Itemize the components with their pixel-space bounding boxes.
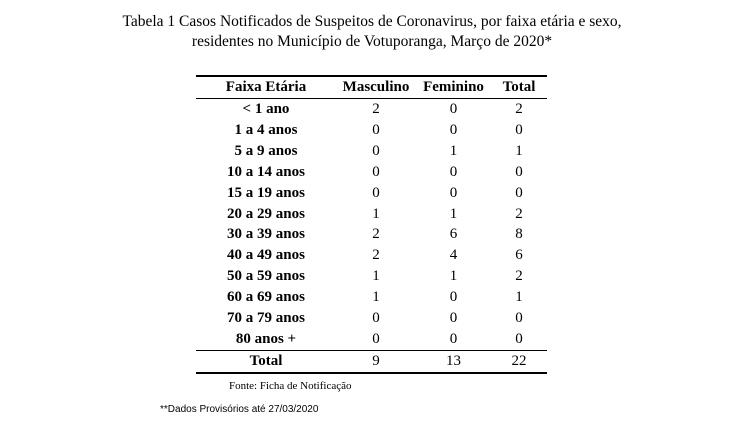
table-title [0,12,744,52]
cases-table [196,75,547,374]
total-cell: 0 [515,330,523,347]
masculino-cell: 0 [372,310,380,327]
table-row [196,245,547,266]
feminino-cell: 0 [449,330,458,347]
masculino-cell: 2 [372,101,380,117]
table-row [196,308,547,329]
table-row [196,120,547,141]
feminino-cell: 0 [449,289,458,306]
feminino-cell: 0 [449,163,458,180]
feminino-cell: 1 [449,142,458,159]
total-cell: 2 [515,205,523,222]
header-masculino: Masculino [336,76,416,99]
age-group-cell: 50 a 59 anos [227,268,305,285]
total-label: Total [196,350,336,373]
table-title-line-2: residentes no Município de Votuporanga, Março de 2020* [191,33,553,50]
total-masculino: 9 [336,350,416,373]
age-group-cell: 10 a 14 anos [227,163,305,180]
masculino-cell: 1 [372,205,380,222]
masculino-cell: 2 [372,247,380,264]
header-faixa-etaria: Faixa Etária [196,76,336,99]
table-row [196,141,547,162]
total-cell: 0 [515,184,523,201]
age-group-cell: 20 a 29 anos [227,205,305,222]
age-group-cell: 15 a 19 anos [227,184,305,201]
feminino-cell: 0 [449,184,458,201]
table-row [196,204,547,225]
age-group-cell: 40 a 49 anos [227,247,305,264]
masculino-cell: 0 [372,330,380,347]
header-total: Total [491,76,547,99]
feminino-cell: 0 [449,121,458,138]
feminino-cell: 1 [449,268,458,285]
total-cell: 1 [515,289,523,306]
total-feminino: 13 [416,350,491,373]
table-row [196,99,547,120]
feminino-cell: 0 [449,310,458,327]
total-row [196,350,547,373]
masculino-cell: 1 [372,268,380,285]
header-feminino: Feminino [416,76,491,99]
provisional-note: **Dados Provisórios até 27/03/2020 [160,404,319,415]
age-group-cell: 70 a 79 anos [227,310,305,327]
header-row [196,76,547,99]
age-group-cell: 5 a 9 anos [234,142,298,159]
feminino-cell: 1 [449,205,458,222]
masculino-cell: 1 [372,289,380,306]
source-note: Fonte: Ficha de Notificação [229,380,352,392]
table-row [196,329,547,350]
table-title-line-1: Tabela 1 Casos Notificados de Suspeitos de Coronavirus, por faixa etária e sexo, [122,13,622,30]
table-row [196,224,547,245]
total-cell: 0 [515,310,523,327]
total-geral: 22 [491,350,547,373]
age-group-cell: < 1 ano [242,101,290,117]
table-row [196,266,547,287]
age-group-cell: 1 a 4 anos [234,121,298,138]
total-cell: 1 [515,142,523,159]
total-cell: 8 [515,226,523,243]
feminino-cell: 0 [449,101,458,117]
age-group-cell: 60 a 69 anos [227,289,305,306]
total-cell: 6 [515,247,523,264]
table-row [196,162,547,183]
total-cell: 0 [515,121,523,138]
age-group-cell: 80 anos + [235,330,297,347]
total-cell: 0 [515,163,523,180]
total-cell: 2 [515,268,523,285]
age-group-cell: 30 a 39 anos [227,226,305,243]
masculino-cell: 2 [372,226,380,243]
total-cell: 2 [515,101,523,117]
table-row [196,183,547,204]
feminino-cell: 4 [449,247,458,264]
masculino-cell: 0 [372,163,380,180]
table-row [196,287,547,308]
feminino-cell: 6 [449,226,458,243]
masculino-cell: 0 [372,142,380,159]
masculino-cell: 0 [372,121,380,138]
masculino-cell: 0 [372,184,380,201]
